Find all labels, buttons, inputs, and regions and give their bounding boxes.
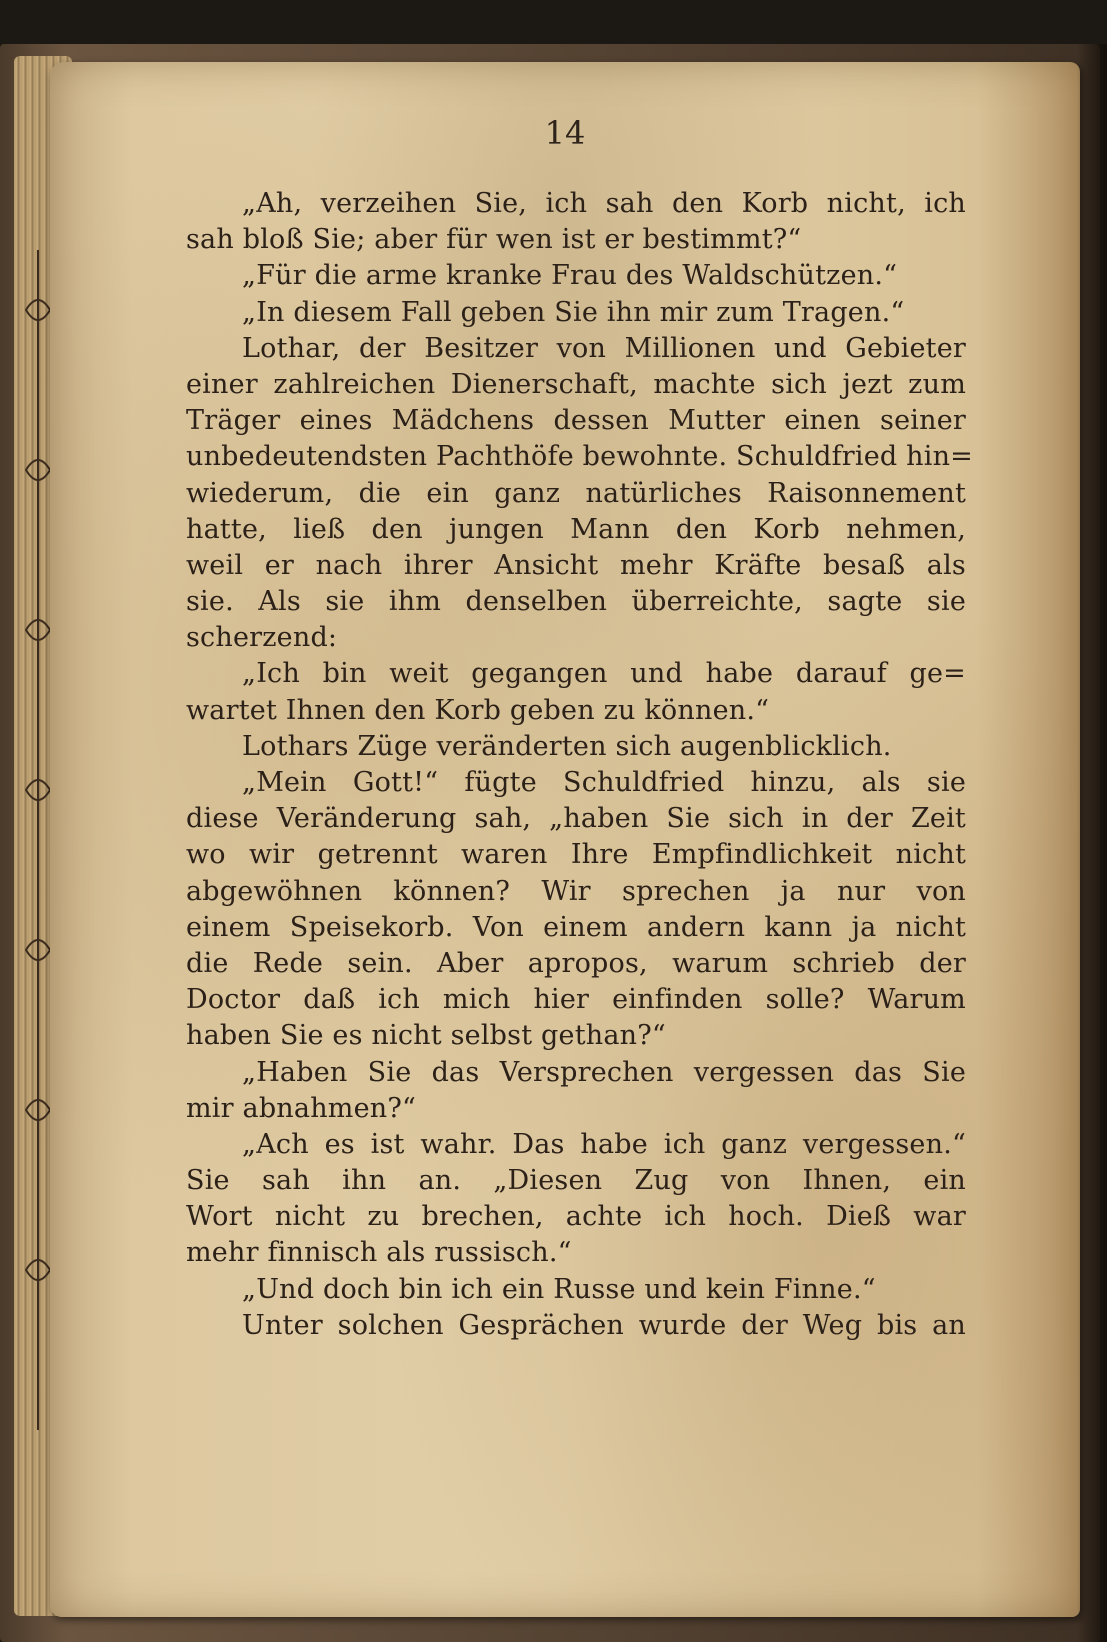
text-line: „Für die arme kranke Frau des Waldschützen.“ (242, 260, 898, 292)
text-line: Wort nicht zu brechen, achte ich hoch. Dieß war (186, 1201, 966, 1233)
text-line: „Mein Gott!“ fügte Schuldfried hinzu, als sie (242, 767, 966, 798)
text-line: Unter solchen Gesprächen wurde der Weg bis an (242, 1309, 966, 1341)
text-line: Lothars Züge veränderten sich augenblicklich. (242, 730, 892, 762)
text-line: weil er nach ihrer Ansicht mehr Kräfte besaß als (186, 549, 966, 581)
text-line: „Haben Sie das Versprechen vergessen das Sie (242, 1056, 966, 1088)
text-line: sie. Als sie ihm denselben überreichte, sagte sie (186, 586, 966, 618)
text-line: diese Veränderung sah, „haben Sie sich in der Zeit (186, 803, 966, 835)
text-line: einem Speisekorb. Von einem andern kann ja nicht (186, 911, 966, 943)
text-line: hatte, ließ den jungen Mann den Korb nehmen, (186, 513, 966, 545)
text-line: Träger eines Mädchens dessen Mutter einen seiner (186, 405, 966, 437)
text-line: scherzend: (186, 622, 338, 654)
text-line: „Ah, verzeihen Sie, ich sah den Korb nicht, ich (242, 188, 966, 219)
text-line: wartet Ihnen den Korb geben zu können.“ (186, 694, 770, 726)
text-line: Doctor daß ich mich hier einfinden solle? Warum (186, 984, 966, 1016)
text-line: wiederum, die ein ganz natürliches Raisonnement (186, 477, 966, 509)
spine-shadow (1077, 44, 1107, 1642)
text-line: „Ach es ist wahr. Das habe ich ganz vergessen.“ (242, 1128, 966, 1160)
page-number: 14 (544, 114, 586, 152)
text-line: wo wir getrennt waren Ihre Empfindlichkeit nicht (186, 839, 966, 871)
text-line: Lothar, der Besitzer von Millionen und Gebieter (242, 332, 966, 364)
book-page (50, 62, 1080, 1617)
text-line: mir abnahmen?“ (186, 1092, 417, 1124)
text-line: „Ich bin weit gegangen und habe darauf ge= (242, 658, 966, 690)
text-line: die Rede sein. Aber apropos, warum schrieb der (186, 947, 966, 979)
text-line: sah bloß Sie; aber für wen ist er bestimmt?“ (186, 224, 802, 256)
text-line: Sie sah ihn an. „Diesen Zug von Ihnen, ein (186, 1165, 966, 1197)
text-line: einer zahlreichen Dienerschaft, machte sich jezt zum (186, 368, 966, 400)
text-line: abgewöhnen können? Wir sprechen ja nur von (186, 875, 966, 907)
text-line: haben Sie es nicht selbst gethan?“ (186, 1020, 666, 1052)
text-line: „In diesem Fall geben Sie ihn mir zum Tragen.“ (242, 296, 905, 328)
text-line: „Und doch bin ich ein Russe und kein Finne.“ (242, 1273, 876, 1305)
text-line: mehr finnisch als russisch.“ (186, 1237, 572, 1269)
body-text (186, 186, 973, 1344)
text-line: unbedeutendsten Pachthöfe bewohnte. Schuldfried hin= (186, 441, 973, 473)
